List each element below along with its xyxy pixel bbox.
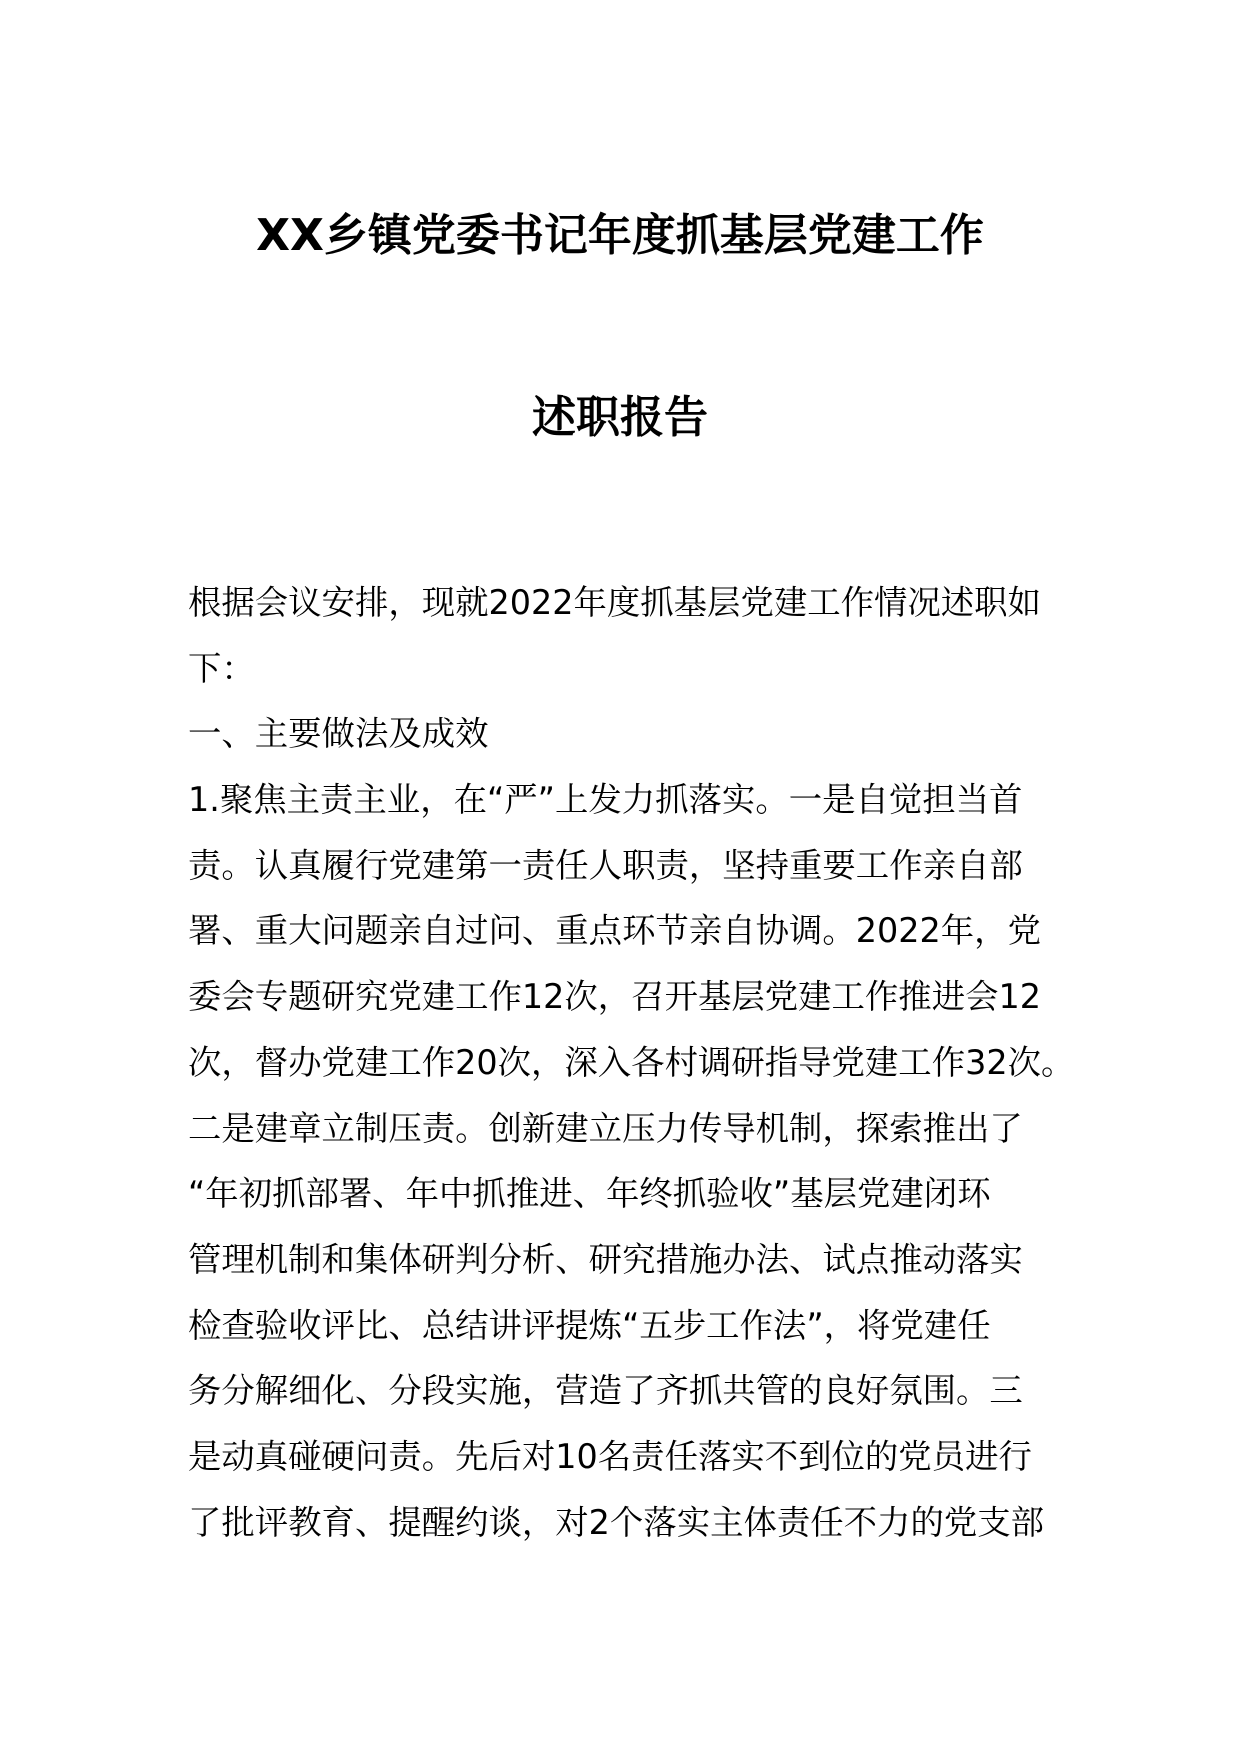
body-line: 次，督办党建工作20次，深入各村调研指导党建工作32次。 (188, 1042, 1075, 1082)
body-line: 署、重大问题亲自过问、重点环节亲自协调。2022年，党 (188, 911, 1041, 951)
body-line: 根据会议安排，现就2022年度抓基层党建工作情况述职如 (188, 583, 1041, 622)
body-line: “年初抓部署、年中抓推进、年终抓验收”基层党建闭环 (188, 1174, 991, 1214)
document-title-line-1: XX乡镇党委书记年度抓基层党建工作 (256, 210, 984, 261)
body-line: 责。认真履行党建第一责任人职责，坚持重要工作亲自部 (188, 845, 1023, 885)
body-line: 二是建章立制压责。创新建立压力传导机制，探索推出了 (188, 1108, 1023, 1148)
document-body (188, 570, 1075, 1555)
body-line: 管理机制和集体研判分析、研究措施办法、试点推动落实 (188, 1239, 1023, 1279)
document-title-line-2: 述职报告 (532, 392, 708, 443)
body-line: 务分解细化、分段实施，营造了齐抓共管的良好氛围。三 (188, 1371, 1023, 1411)
body-line: 下： (188, 648, 255, 688)
body-line: 是动真碰硬问责。先后对10名责任落实不到位的党员进行 (188, 1436, 1032, 1476)
section-heading: 一、主要做法及成效 (188, 714, 489, 754)
body-line: 委会专题研究党建工作12次，召开基层党建工作推进会12 (188, 977, 1041, 1017)
body-line: 了批评教育、提醒约谈，对2个落实主体责任不力的党支部 (188, 1502, 1045, 1542)
body-line: 检查验收评比、总结讲评提炼“五步工作法”，将党建任 (188, 1305, 991, 1345)
body-line: 1.聚焦主责主业，在“严”上发力抓落实。一是自觉担当首 (188, 780, 1023, 820)
